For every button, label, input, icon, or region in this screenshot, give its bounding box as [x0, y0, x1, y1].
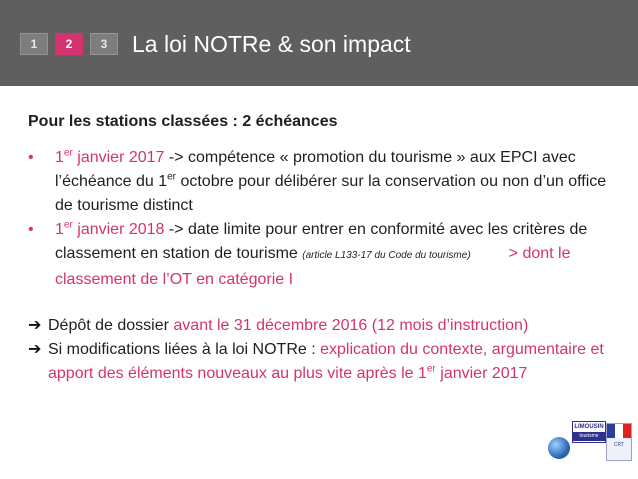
bullet-2018 [28, 218, 626, 292]
deadline-highlight: avant le 31 décembre 2016 (12 mois d’instruction) [173, 317, 529, 334]
bullet-marker-icon: • [28, 221, 34, 238]
date-rest: janvier 2018 [72, 221, 165, 238]
date-sup: er [63, 219, 73, 231]
globe-logo-icon [548, 437, 570, 459]
highlight-sup: er [426, 363, 436, 375]
limousin-logo-icon [572, 421, 606, 443]
deadline-text: Dépôt de dossier [48, 317, 174, 334]
bullet-text-end: octobre pour délibérer sur la conservation ou non d’un office de tourisme distinct [55, 173, 607, 214]
bullet-text: -> compétence « promotion du tourisme » aux EPCI avec l’échéance du 1 [55, 149, 576, 190]
deadline-note [28, 314, 626, 338]
ot-category-highlight: > dont le classement de l’OT en catégorie I [55, 245, 571, 288]
date-day: 1 [55, 149, 64, 166]
section-subtitle: Pour les stations classées : 2 échéances [28, 113, 338, 130]
step-3-tab[interactable]: 3 [90, 33, 118, 55]
arrow-right-icon: ➔ [28, 341, 42, 358]
header-bar [0, 0, 638, 86]
partner-logos [546, 417, 634, 475]
seal-logo-text: CRT [613, 442, 625, 448]
modification-note [28, 338, 626, 386]
seal-flag [607, 424, 631, 438]
seal-logo-icon [606, 423, 632, 461]
bullet-marker-icon: • [28, 149, 34, 166]
limousin-logo-subtext: tourisme [573, 432, 605, 441]
highlight-text: explication du contexte, argumentaire et apport des éléments nouveaux au plus vite après le 1 [48, 341, 604, 382]
limousin-logo-text: LIMOUSIN [574, 424, 604, 430]
date-sup: er [63, 147, 73, 159]
bullet-sup: er [167, 171, 176, 183]
date-rest: janvier 2017 [72, 149, 165, 166]
modification-text: Si modifications liées à la loi NOTRe : [48, 341, 321, 358]
step-1-tab[interactable]: 1 [20, 33, 48, 55]
date-2017 [55, 149, 164, 166]
highlight-text-end: janvier 2017 [435, 365, 528, 382]
date-2018 [55, 221, 164, 238]
bullet-2017 [28, 146, 626, 218]
arrow-right-icon: ➔ [28, 317, 42, 334]
step-2-tab[interactable]: 2 [55, 33, 83, 55]
slide-content [28, 110, 626, 386]
law-reference: (article L133-17 du Code du tourisme) [302, 250, 471, 261]
page-title: La loi NOTRe & son impact [132, 31, 411, 57]
bullet-text: -> date limite pour entrer en conformité avec les critères de classement en station de tourisme [55, 221, 588, 262]
date-day: 1 [55, 221, 64, 238]
